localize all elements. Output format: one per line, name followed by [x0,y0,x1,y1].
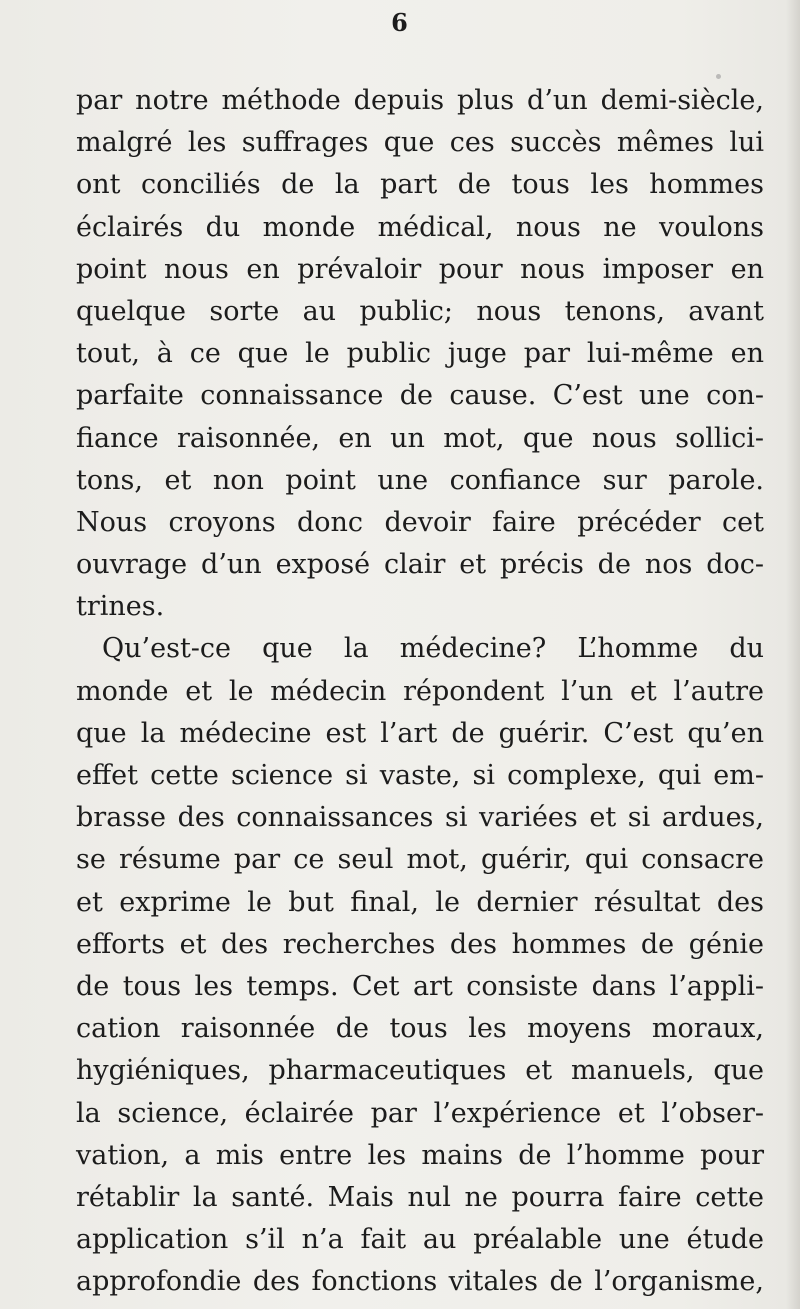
text-line: application s’il n’a fait au préalable une étude [76,1224,764,1256]
text-line: la science, éclairée par l’expérience et l’obser- [76,1097,764,1129]
text-line: effet cette science si vaste, si complexe, qui em- [76,760,764,791]
text-line: hygiéniques, pharmaceutiques et manuels, que [76,1055,764,1087]
text-line: Nous croyons donc devoir faire précéder cet [76,506,764,538]
text-line: cation raisonnée de tous les moyens moraux, [76,1013,764,1045]
text-line: fiance raisonnée, en un mot, que nous sollici- [76,422,764,454]
text-line: tout, à ce que le public juge par lui-même en [76,338,764,370]
page-number: 6 [391,8,409,37]
text-line: parfaite connaissance de cause. C’est une con- [76,380,764,412]
paragraph-end-line: trines. [76,591,165,623]
text-line: de tous les temps. Cet art consiste dans l’appli- [76,970,764,1002]
text-line: ont conciliés de la part de tous les hommes [76,169,764,201]
text-line: point nous en prévaloir pour nous imposer en [76,253,764,285]
body-text [76,80,764,1303]
paragraph-first-line: Qu’est-ce que la médecine? L’homme du [102,633,764,665]
text-line: monde et le médecin répondent l’un et l’autre [76,675,764,707]
text-line: que la médecine est l’art de guérir. C’est qu’en [76,717,764,749]
text-line: se résume par ce seul mot, guérir, qui consacre [76,844,764,876]
text-line: éclairés du monde médical, nous ne voulons [76,211,764,243]
text-line: brasse des connaissances si variées et si ardues, [76,802,764,834]
text-line: par notre méthode depuis plus d’un demi-siècle, [76,85,764,116]
page-edge-shadow [786,0,800,1309]
text-line: approfondie des fonctions vitales de l’organisme, [76,1266,764,1298]
text-line: tons, et non point une confiance sur parole. [76,464,764,496]
text-line: ouvrage d’un exposé clair et précis de nos doc- [76,549,764,581]
text-line: efforts et des recherches des hommes de génie [76,928,764,960]
text-line: rétablir la santé. Mais nul ne pourra faire cette [76,1181,764,1213]
print-speck [716,74,721,79]
text-line: et exprime le but final, le dernier résultat des [76,886,764,918]
text-line: malgré les suffrages que ces succès mêmes lui [76,127,764,159]
text-line: quelque sorte au public; nous tenons, avant [76,295,764,327]
text-line: vation, a mis entre les mains de l’homme pour [76,1139,764,1171]
